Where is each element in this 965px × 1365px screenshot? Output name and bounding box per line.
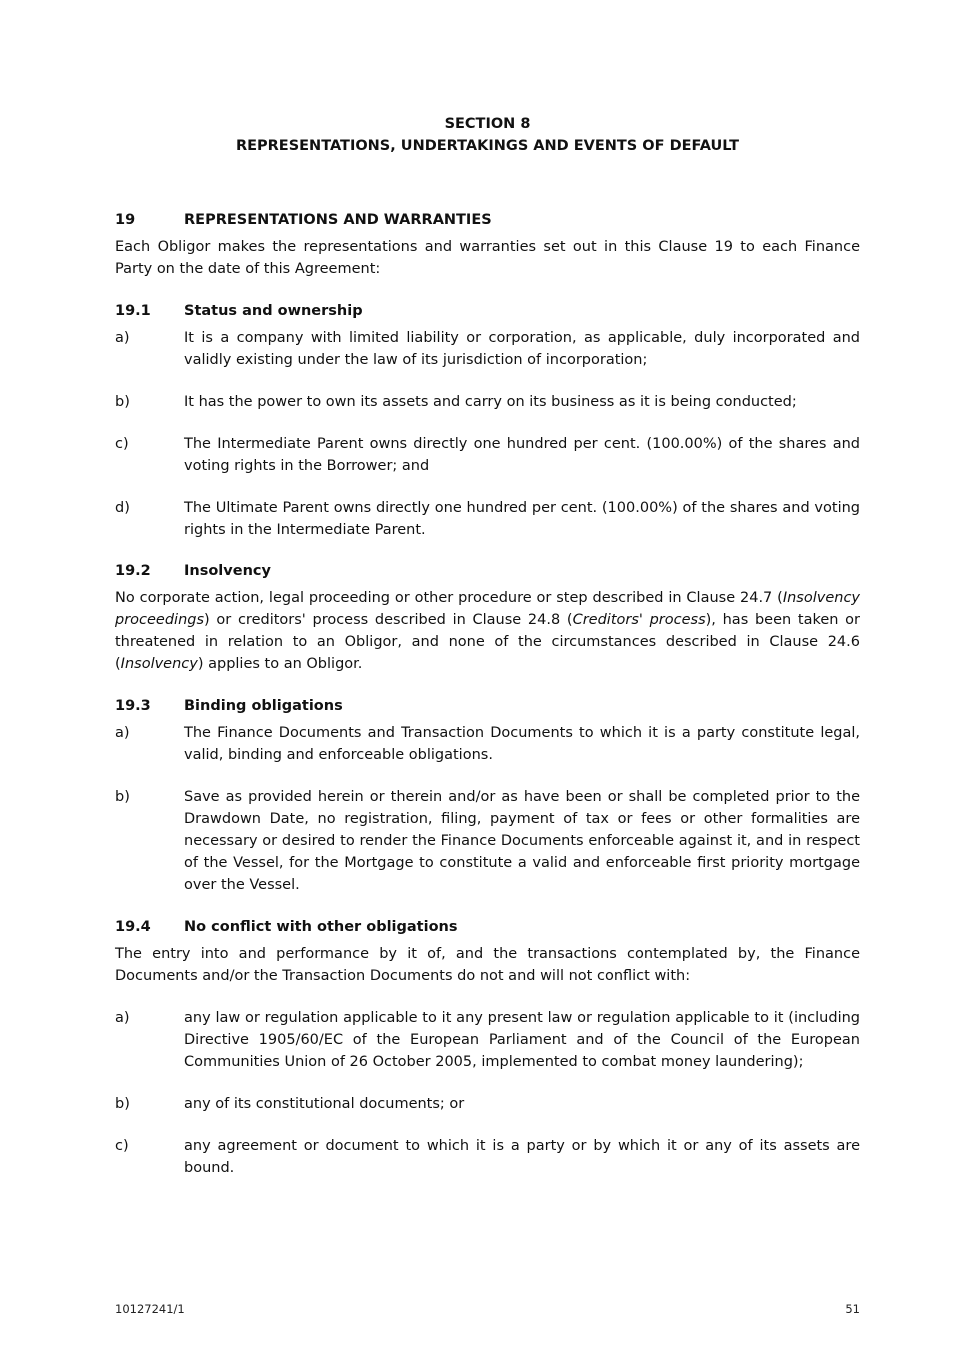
- item-label: b): [115, 789, 130, 805]
- item-label: a): [115, 1010, 130, 1026]
- clause-19-2-text: [115, 587, 860, 675]
- item-label: c): [115, 1138, 129, 1154]
- item-text: any law or regulation applicable to it any present law or regulation applicable to it (including Directive 1905/60/EC of the European Parliament and of the Council of the European Communities Union of 26 October 2005, implemented to combat money laundering);: [184, 1010, 860, 1070]
- italic-reference: Insolvency proceedings: [115, 590, 860, 628]
- document-reference: 10127241/1: [115, 1302, 185, 1316]
- list-item: [115, 1135, 860, 1179]
- clause-title: Binding obligations: [184, 698, 343, 714]
- clause-19-intro: Each Obligor makes the representations and warranties set out in this Clause 19 to each Finance Party on the date of this Agreement:: [115, 239, 860, 277]
- text-run: ) or creditors' process described in Clause 24.8 (: [204, 612, 573, 628]
- clause-title: REPRESENTATIONS AND WARRANTIES: [184, 212, 492, 228]
- clause-heading-19: [115, 209, 860, 231]
- item-text: any agreement or document to which it is a party or by which it or any of its assets are bound.: [184, 1138, 860, 1176]
- item-label: c): [115, 436, 129, 452]
- item-text: The Finance Documents and Transaction Documents to which it is a party constitute legal, valid, binding and enforceable obligations.: [184, 725, 860, 763]
- clause-title: Status and ownership: [184, 303, 363, 319]
- list-item: [115, 722, 860, 766]
- italic-reference: Insolvency: [120, 656, 198, 672]
- clause-number: 19.2: [115, 563, 151, 579]
- clause-title: No conflict with other obligations: [184, 919, 458, 935]
- section-number: SECTION 8: [444, 116, 531, 132]
- item-text: It has the power to own its assets and carry on its business as it is being conducted;: [184, 394, 797, 410]
- section-title: REPRESENTATIONS, UNDERTAKINGS AND EVENTS OF DEFAULT: [235, 138, 740, 154]
- clause-number: 19.4: [115, 919, 151, 935]
- clause-number: 19.1: [115, 303, 151, 319]
- clause-heading-19-1: [115, 300, 860, 322]
- list-item: [115, 327, 860, 371]
- clause-number: 19: [115, 212, 136, 228]
- clause-title: Insolvency: [184, 563, 271, 579]
- italic-reference: Creditors' process: [572, 612, 706, 628]
- item-text: The Intermediate Parent owns directly one hundred per cent. (100.00%) of the shares and voting rights in the Borrower; and: [184, 436, 860, 474]
- text-run: No corporate action, legal proceeding or other procedure or step described in Clause 24.7 (: [115, 590, 783, 606]
- item-text: The Ultimate Parent owns directly one hundred per cent. (100.00%) of the shares and voting rights in the Intermediate Parent.: [184, 500, 860, 538]
- item-label: a): [115, 330, 130, 346]
- item-text: Save as provided herein or therein and/or as have been or shall be completed prior to the Drawdown Date, no registration, filing, payment of tax or fees or other formalities are necessary or desired to render the Finance Documents enforceable against it, and in respect of the Vessel, for the Mortgage to constitute a valid and enforceable first priority mortgage over the Vessel.: [184, 789, 860, 893]
- list-item: [115, 497, 860, 541]
- item-text: any of its constitutional documents; or: [184, 1096, 465, 1112]
- list-item: [115, 433, 860, 477]
- item-text: It is a company with limited liability or corporation, as applicable, duly incorporated and validly existing under the law of its jurisdiction of incorporation;: [184, 330, 860, 368]
- text-run: ), has been taken or threatened in relation to an Obligor, and none of the circumstances described in Clause 24.6 (: [115, 612, 860, 672]
- item-label: a): [115, 725, 130, 741]
- item-label: d): [115, 500, 130, 516]
- page-number: 51: [845, 1302, 860, 1316]
- clause-heading-19-2: [115, 560, 860, 582]
- list-item: [115, 1093, 860, 1115]
- clause-19-4-intro: The entry into and performance by it of, and the transactions contemplated by, the Finance Documents and/or the Transaction Documents do not and will not conflict with:: [115, 946, 860, 984]
- item-label: b): [115, 1096, 130, 1112]
- clause-number: 19.3: [115, 698, 151, 714]
- item-label: b): [115, 394, 130, 410]
- clause-heading-19-4: [115, 916, 860, 938]
- text-run: ) applies to an Obligor.: [197, 656, 363, 672]
- clause-heading-19-3: [115, 695, 860, 717]
- list-item: [115, 391, 860, 413]
- list-item: [115, 1007, 860, 1073]
- list-item: [115, 786, 860, 896]
